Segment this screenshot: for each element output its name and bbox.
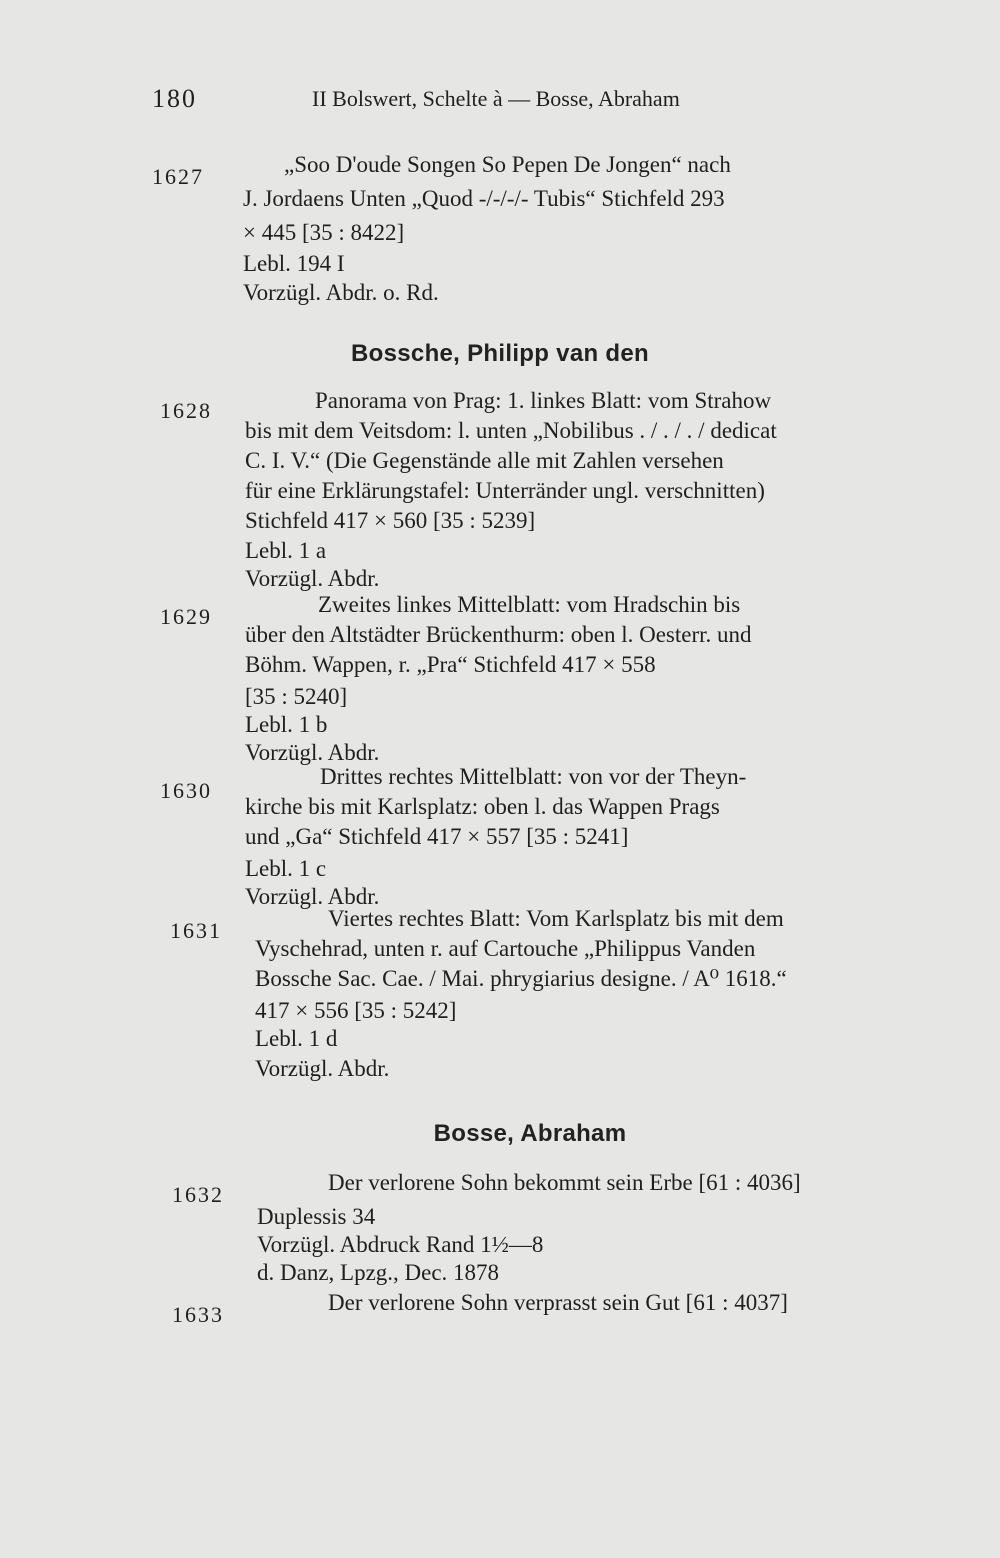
entry-line: Viertes rechtes Blatt: Vom Karlsplatz bis mit dem	[328, 906, 784, 931]
entry-line: Vorzügl. Abdr.	[245, 566, 380, 591]
entry-number: 1628	[160, 398, 212, 423]
entry-line: J. Jordaens Unten „Quod -/-/-/- Tubis“ Stichfeld 293	[243, 186, 725, 211]
entry-line: Vorzügl. Abdruck Rand 1½—8	[257, 1232, 544, 1257]
entry-line: Vorzügl. Abdr.	[245, 740, 380, 765]
entry-line: Bossche Sac. Cae. / Mai. phrygiarius designe. / A⁰ 1618.“	[255, 966, 787, 991]
entry-line: Der verlorene Sohn verprasst sein Gut [61 : 4037]	[328, 1290, 788, 1315]
entry-number: 1627	[152, 164, 204, 189]
entry-line: für eine Erklärungstafel: Unterränder ungl. verschnitten)	[245, 478, 765, 503]
entry-line: C. I. V.“ (Die Gegenstände alle mit Zahlen versehen	[245, 448, 724, 473]
entry-line: d. Danz, Lpzg., Dec. 1878	[257, 1260, 500, 1285]
entry-number: 1633	[172, 1302, 224, 1327]
entry-line: × 445 [35 : 8422]	[243, 220, 405, 245]
entry-line: Drittes rechtes Mittelblatt: von vor der Theyn-	[320, 764, 747, 789]
entry-number: 1629	[160, 604, 212, 629]
entry-line: Lebl. 1 d	[255, 1026, 338, 1051]
section-heading: Bosse, Abraham	[433, 1120, 627, 1147]
entry-line: Lebl. 1 a	[245, 538, 327, 563]
entry-line: Der verlorene Sohn bekommt sein Erbe [61 : 4036]	[328, 1170, 801, 1195]
entry-line: „Soo D'oude Songen So Pepen De Jongen“ nach	[284, 152, 731, 177]
entry-line: bis mit dem Veitsdom: l. unten „Nobilibus . / . / . / dedicat	[245, 418, 777, 443]
section-heading: Bossche, Philipp van den	[351, 340, 649, 367]
entry-line: kirche bis mit Karlsplatz: oben l. das Wappen Prags	[245, 794, 720, 819]
running-header: II Bolswert, Schelte à — Bosse, Abraham	[312, 86, 680, 111]
entry-line: Vorzügl. Abdr. o. Rd.	[243, 280, 439, 305]
entry-line: Lebl. 194 I	[243, 251, 345, 276]
entry-line: 417 × 556 [35 : 5242]	[255, 998, 457, 1023]
entry-number: 1630	[160, 778, 212, 803]
entry-line: Panorama von Prag: 1. linkes Blatt: vom Strahow	[315, 388, 772, 413]
entry-line: und „Ga“ Stichfeld 417 × 557 [35 : 5241]	[245, 824, 629, 849]
entry-line: Vorzügl. Abdr.	[255, 1056, 390, 1081]
page-number: 180	[152, 84, 197, 113]
entry-line: Stichfeld 417 × 560 [35 : 5239]	[245, 508, 536, 533]
entry-line: Böhm. Wappen, r. „Pra“ Stichfeld 417 × 558	[245, 652, 656, 677]
entry-line: über den Altstädter Brückenthurm: oben l. Oesterr. und	[245, 622, 752, 647]
entry-line: Lebl. 1 c	[245, 856, 327, 881]
entry-line: Vyschehrad, unten r. auf Cartouche „Philippus Vanden	[255, 936, 756, 961]
entry-line: Vorzügl. Abdr.	[245, 884, 380, 909]
entry-line: Lebl. 1 b	[245, 712, 328, 737]
entry-line: Zweites linkes Mittelblatt: vom Hradschin bis	[318, 592, 741, 617]
entry-number: 1631	[170, 918, 222, 943]
entry-number: 1632	[172, 1182, 224, 1207]
entry-line: Duplessis 34	[257, 1204, 376, 1229]
entry-line: [35 : 5240]	[245, 684, 348, 709]
